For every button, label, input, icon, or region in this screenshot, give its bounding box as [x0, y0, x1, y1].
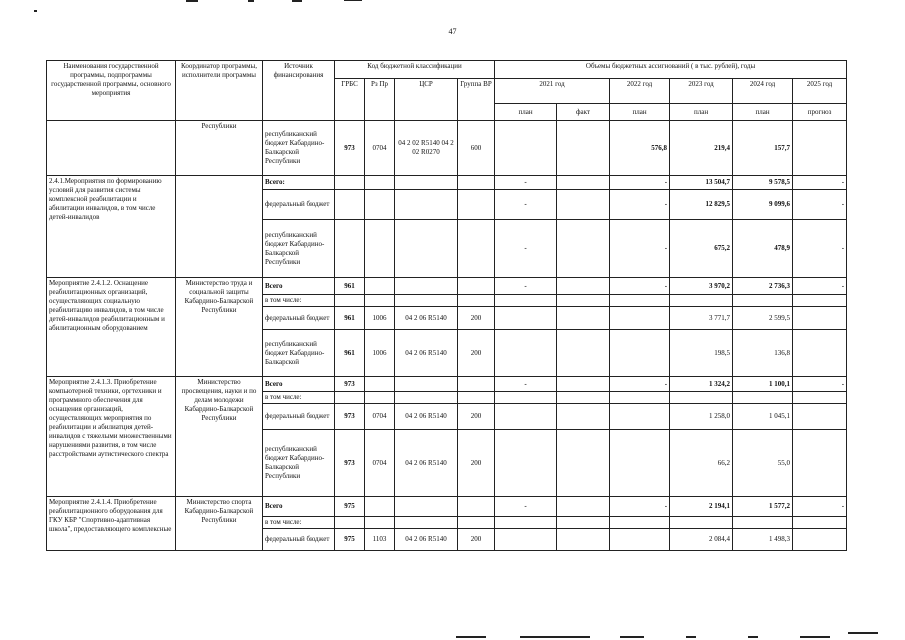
cell-rzpr: 1006: [365, 330, 395, 377]
cell-csr: 04 2 06 R5140: [395, 330, 458, 377]
col-2022-header: 2022 год: [610, 79, 670, 104]
cell-plan-2023: 198,5: [670, 330, 733, 377]
cell-fact-2021: [557, 121, 610, 176]
cell-plan-2023: 66,2: [670, 430, 733, 497]
cell-plan-2021: -: [495, 278, 557, 295]
table-row: [47, 121, 847, 176]
col-rzpr-header: Рз Пр: [365, 79, 395, 121]
cell-fact-2021: [557, 377, 610, 392]
cell-grbs: 975: [335, 497, 365, 517]
cell-fact-2021: [557, 404, 610, 430]
col-2025-header: 2025 год: [793, 79, 847, 104]
cell-rzpr: 0704: [365, 404, 395, 430]
cell-source: республиканский бюджет Кабардино-Балкарской Республики: [263, 430, 335, 497]
cell-forecast-2025: -: [793, 377, 847, 392]
cell-source: федеральный бюджет: [263, 190, 335, 220]
cell-plan-2021: [495, 307, 557, 330]
cell-rzpr: [365, 220, 395, 278]
col-2023-header: 2023 год: [670, 79, 733, 104]
table-row: [47, 497, 847, 517]
cell-vr: [458, 497, 495, 517]
cell-forecast-2025: [793, 404, 847, 430]
cell-fact-2021: [557, 278, 610, 295]
cell-vr: 200: [458, 330, 495, 377]
cell-fact-2021: [557, 430, 610, 497]
cell-rzpr: [365, 176, 395, 190]
cell-vr: [458, 176, 495, 190]
cell-plan-2023: 675,2: [670, 220, 733, 278]
cell-grbs: 973: [335, 404, 365, 430]
cell-plan-2022: -: [610, 497, 670, 517]
cell-grbs: 961: [335, 307, 365, 330]
col-code-header: Код бюджетной классификации: [335, 61, 495, 79]
cell-vr: 200: [458, 404, 495, 430]
cell-plan-2021: [495, 404, 557, 430]
col-forecast-header: прогноз: [793, 104, 847, 121]
scan-mark: [292, 0, 302, 2]
cell-plan-2024: 478,9: [733, 220, 793, 278]
cell-source: Всего: [263, 278, 335, 295]
cell-csr: [395, 190, 458, 220]
cell-rzpr: 0704: [365, 121, 395, 176]
cell-plan-2023: 12 829,5: [670, 190, 733, 220]
cell-plan-2024: 1 498,3: [733, 529, 793, 551]
scan-mark: [186, 0, 198, 2]
header-row: [47, 61, 847, 79]
cell-grbs: 961: [335, 278, 365, 295]
col-plan-header: план: [610, 104, 670, 121]
cell-plan-2022: -: [610, 190, 670, 220]
cell-fact-2021: [557, 497, 610, 517]
cell-coordinator: Министерство спорта Кабардино-Балкарской Республики: [176, 497, 263, 551]
cell-rzpr: [365, 190, 395, 220]
cell-forecast-2025: [793, 121, 847, 176]
cell-plan-2024: 1 100,1: [733, 377, 793, 392]
cell-forecast-2025: -: [793, 190, 847, 220]
cell-csr: 04 2 06 R5140: [395, 404, 458, 430]
cell-rzpr: 1103: [365, 529, 395, 551]
cell-source: Всего: [263, 497, 335, 517]
cell-source: в том числе:: [263, 295, 335, 307]
cell-source: республиканский бюджет Кабардино-Балкарской Республики: [263, 220, 335, 278]
cell-plan-2021: -: [495, 176, 557, 190]
cell-grbs: [335, 220, 365, 278]
cell-rzpr: [365, 377, 395, 392]
cell-vr: [458, 278, 495, 295]
cell-csr: [395, 278, 458, 295]
col-fact-header: факт: [557, 104, 610, 121]
cell-fact-2021: [557, 176, 610, 190]
col-2024-header: 2024 год: [733, 79, 793, 104]
cell-plan-2022: -: [610, 278, 670, 295]
cell-csr: 04 2 06 R5140: [395, 529, 458, 551]
cell-plan-2022: [610, 430, 670, 497]
cell-plan-2023: 13 504,7: [670, 176, 733, 190]
cell-grbs: 975: [335, 529, 365, 551]
col-plan-header: план: [495, 104, 557, 121]
cell-name: Мероприятие 2.4.1.4. Приобретение реабилитационного оборудования для ГКУ КБР "Спортивно-адаптивная школа", предоставляющего комплексные: [47, 497, 176, 551]
col-grbs-header: ГРБС: [335, 79, 365, 121]
cell-plan-2022: [610, 529, 670, 551]
cell-plan-2021: [495, 430, 557, 497]
cell-csr: [395, 176, 458, 190]
cell-csr: [395, 377, 458, 392]
cell-plan-2021: -: [495, 220, 557, 278]
cell-plan-2022: [610, 330, 670, 377]
cell-csr: [395, 220, 458, 278]
cell-name: Мероприятие 2.4.1.2. Оснащение реабилитационных организаций, осуществляющих социальную реабилитацию инвалидов, в том числе детей-инвалидов реабилитационным и абилитационным оборудованием: [47, 278, 176, 377]
col-csr-header: ЦСР: [395, 79, 458, 121]
cell-plan-2021: [495, 330, 557, 377]
cell-plan-2021: -: [495, 377, 557, 392]
scan-mark: [520, 636, 590, 638]
cell-vr: [458, 377, 495, 392]
cell-fact-2021: [557, 330, 610, 377]
cell-rzpr: [365, 278, 395, 295]
col-vr-header: Группа ВР: [458, 79, 495, 121]
cell-fact-2021: [557, 190, 610, 220]
col-coordinator-header: Координатор программы, исполнители программы: [176, 61, 263, 121]
cell-plan-2022: 576,8: [610, 121, 670, 176]
cell-plan-2023: 3 771,7: [670, 307, 733, 330]
scan-mark: [748, 636, 758, 638]
cell-plan-2022: -: [610, 377, 670, 392]
cell-plan-2023: 2 194,1: [670, 497, 733, 517]
cell-vr: 200: [458, 430, 495, 497]
cell-name: Мероприятие 2.4.1.3. Приобретение компьютерной техники, оргтехники и программного обеспечения для оснащения организаций, осуществляющих мероприятия по реабилитации и абилиатция детей-инвалидов с тяжелыми множественными нарушениями развития, в том числе расстройствами аутистического спектра: [47, 377, 176, 497]
scan-mark: [248, 0, 254, 2]
cell-grbs: 973: [335, 430, 365, 497]
scan-mark: [34, 10, 37, 12]
cell-forecast-2025: [793, 529, 847, 551]
cell-source: федеральный бюджет: [263, 529, 335, 551]
cell-source: Всего:: [263, 176, 335, 190]
col-plan-header: план: [733, 104, 793, 121]
col-volumes-header: Объемы бюджетных ассигнований ( в тыс. рублей), годы: [495, 61, 847, 79]
cell-forecast-2025: -: [793, 278, 847, 295]
cell-plan-2021: -: [495, 190, 557, 220]
cell-forecast-2025: [793, 307, 847, 330]
cell-name: 2.4.1.Мероприятия по формированию условий для развития системы комплексной реабилитации и абилитации инвалидов, в том числе детей-инвалидов: [47, 176, 176, 278]
budget-table: [46, 60, 847, 551]
col-name-header: Наименования государственной программы, подпрограммы государственной программы, основного мероприятия: [47, 61, 176, 121]
table-row: [47, 377, 847, 392]
cell-vr: 600: [458, 121, 495, 176]
cell-plan-2023: 219,4: [670, 121, 733, 176]
cell-plan-2024: 2 599,5: [733, 307, 793, 330]
cell-vr: 200: [458, 529, 495, 551]
cell-coordinator: Республики: [176, 121, 263, 176]
cell-rzpr: 0704: [365, 430, 395, 497]
cell-source: федеральный бюджет: [263, 404, 335, 430]
cell-forecast-2025: [793, 330, 847, 377]
cell-source: Всего: [263, 377, 335, 392]
page-number: 47: [448, 27, 457, 36]
scan-mark: [800, 636, 830, 638]
cell-plan-2024: 157,7: [733, 121, 793, 176]
cell-rzpr: 1006: [365, 307, 395, 330]
cell-plan-2024: 9 578,5: [733, 176, 793, 190]
cell-fact-2021: [557, 307, 610, 330]
cell-source: федеральный бюджет: [263, 307, 335, 330]
cell-plan-2024: 9 099,6: [733, 190, 793, 220]
cell-plan-2023: 1 324,2: [670, 377, 733, 392]
scan-mark: [848, 632, 878, 634]
cell-forecast-2025: -: [793, 497, 847, 517]
cell-grbs: 973: [335, 121, 365, 176]
cell-source: в том числе:: [263, 392, 335, 404]
cell-coordinator: Министерство просвещения, науки и по делам молодежи Кабардино-Балкарской Республики: [176, 377, 263, 497]
col-source-header: Источник финансирования: [263, 61, 335, 121]
cell-plan-2024: 136,8: [733, 330, 793, 377]
cell-grbs: 961: [335, 330, 365, 377]
cell-forecast-2025: -: [793, 176, 847, 190]
scan-mark: [456, 636, 486, 638]
cell-vr: [458, 220, 495, 278]
cell-plan-2021: [495, 121, 557, 176]
cell-plan-2024: 2 736,3: [733, 278, 793, 295]
cell-plan-2022: [610, 404, 670, 430]
cell-csr: 04 2 06 R5140: [395, 307, 458, 330]
cell-forecast-2025: [793, 430, 847, 497]
table-row: [47, 278, 847, 295]
cell-plan-2024: 55,0: [733, 430, 793, 497]
cell-forecast-2025: -: [793, 220, 847, 278]
cell-csr: 04 2 02 R5140 04 2 02 R0270: [395, 121, 458, 176]
cell-plan-2023: 3 970,2: [670, 278, 733, 295]
cell-rzpr: [365, 497, 395, 517]
cell-plan-2024: 1 045,1: [733, 404, 793, 430]
cell-plan-2022: -: [610, 220, 670, 278]
cell-source: республиканский бюджет Кабардино-Балкарской Республики: [263, 121, 335, 176]
col-2021-header: 2021 год: [495, 79, 610, 104]
scan-mark: [344, 0, 362, 1]
cell-fact-2021: [557, 529, 610, 551]
cell-source: республиканский бюджет Кабардино-Балкарской: [263, 330, 335, 377]
cell-source: в том числе:: [263, 517, 335, 529]
cell-plan-2022: -: [610, 176, 670, 190]
cell-plan-2022: [610, 307, 670, 330]
cell-plan-2023: 1 258,0: [670, 404, 733, 430]
cell-fact-2021: [557, 220, 610, 278]
table-row: [47, 176, 847, 190]
cell-vr: [458, 190, 495, 220]
cell-coordinator: [176, 176, 263, 278]
cell-vr: 200: [458, 307, 495, 330]
cell-plan-2021: -: [495, 497, 557, 517]
cell-csr: 04 2 06 R5140: [395, 430, 458, 497]
cell-plan-2024: 1 577,2: [733, 497, 793, 517]
scan-mark: [686, 636, 696, 638]
scan-mark: [620, 636, 644, 638]
cell-grbs: [335, 190, 365, 220]
cell-grbs: [335, 176, 365, 190]
cell-grbs: 973: [335, 377, 365, 392]
cell-csr: [395, 497, 458, 517]
cell-plan-2023: 2 084,4: [670, 529, 733, 551]
cell-coordinator: Министерство труда и социальной защиты Кабардино-Балкарской Республики: [176, 278, 263, 377]
cell-name: [47, 121, 176, 176]
cell-plan-2021: [495, 529, 557, 551]
col-plan-header: план: [670, 104, 733, 121]
